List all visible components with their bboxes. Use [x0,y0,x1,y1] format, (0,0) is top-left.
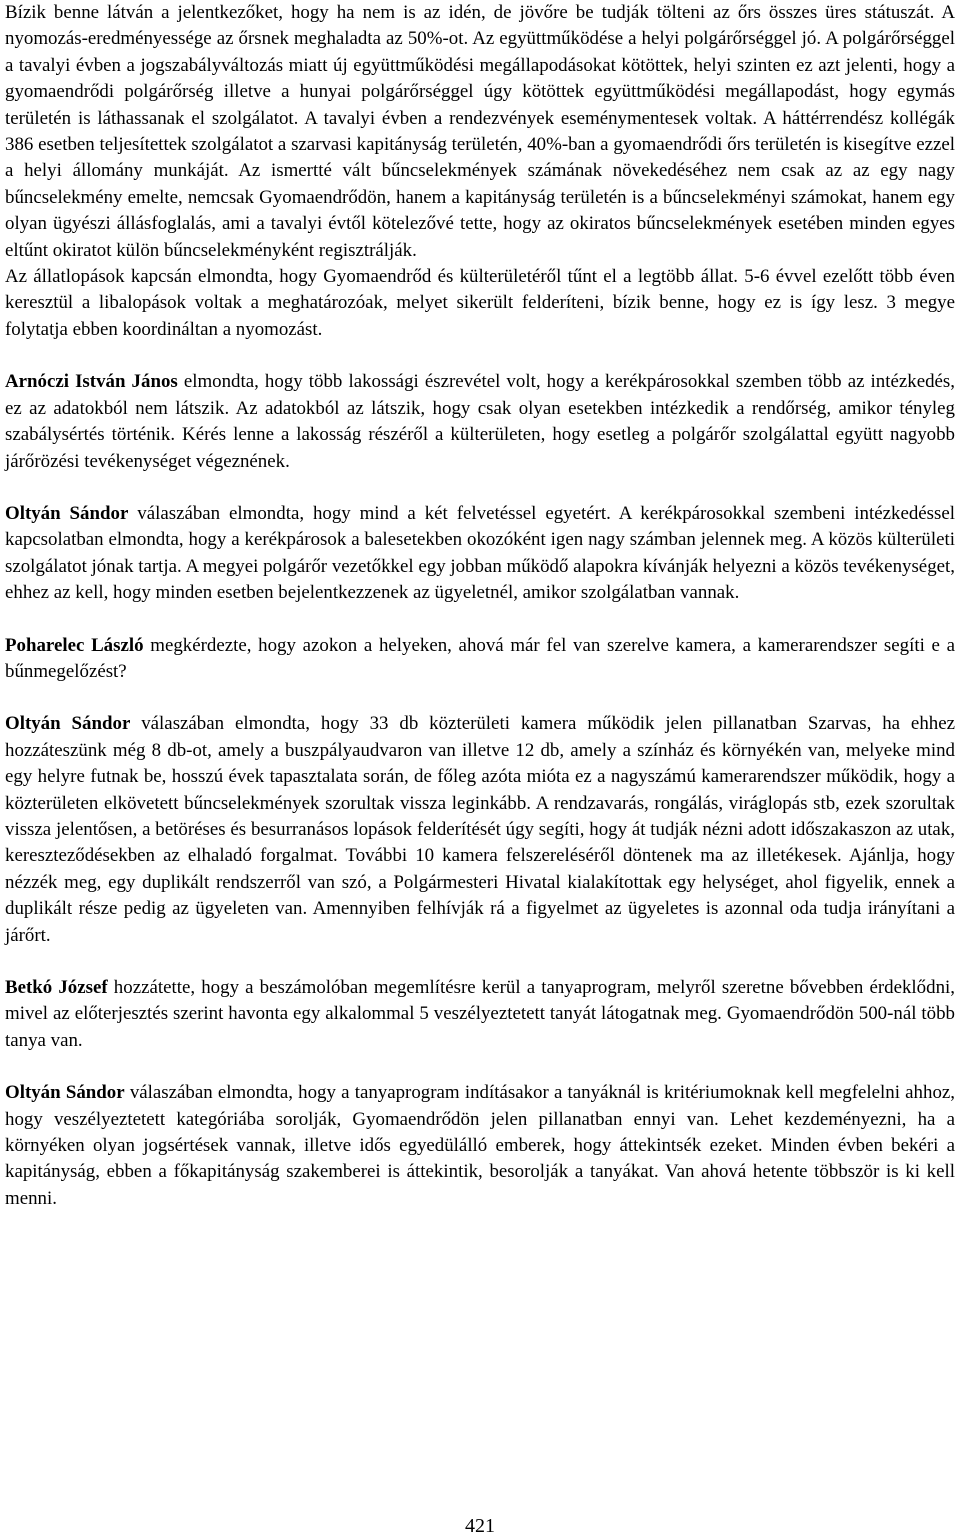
paragraph-arnoczi [5,369,955,475]
speaker-name: Oltyán Sándor [5,713,131,735]
paragraph-poharelec [5,633,955,686]
paragraph-spacer [5,343,955,369]
paragraph-text: megkérdezte, hogy azokon a helyeken, ahová már fel van szerelve kamera, a kamerarendszer segíti e a bűnmegelőzést? [5,634,955,682]
speaker-name: Oltyán Sándor [5,502,129,524]
speaker-name: Betkó József [5,977,108,998]
paragraph-spacer [5,475,955,501]
paragraph-spacer [5,607,955,633]
paragraph-spacer [5,949,955,975]
page-number: 421 [465,1515,495,1537]
paragraph-text: válaszában elmondta, hogy mind a két felvetéssel egyetért. A kerékpárosokkal szembeni intézkedéssel kapcsolatban elmondta, hogy a kerékpárosok a balesetekben okozóként igen nagy számban jelennek meg. A közös külterületi szolgálatot jónak tartja. A megyei polgárőr vezetőkkel egy jobban működő alapokra kívánják helyezni a közös tevékenységet, ehhez az kell, hogy minden esetben bejelentkezzenek az ügyeletnél, amikor szolgálatban vannak. [5,502,955,604]
paragraph-text: válaszában elmondta, hogy 33 db közterületi kamera működik jelen pillanatban Szarvas, ha ehhez hozzáteszünk még 8 db-ot, amely a buszpályaudvaron van illetve 12 db, amely a színház és környékén van, melyeke mind egy helyre futnak be, hosszú évek tapasztalata során, de főleg azóta mióta ez a nagyszámú kamerarendszer működik, hogy a közterületen elkövetett bűncselekmények szorultak vissza leginkább. A rendzavarás, rongálás, viráglopás stb, ezek szorultak vissza jelentősen, a betöréses és besurranásos lopások felderítését úgy segíti, hogy át tudják nézni adott időszakaszon az utak, kereszteződésekben az elhaladó forgalmat. További 10 kamera felszereléséről döntenek ma az illetékesek. Ajánlja, hogy nézzék meg, egy duplikált rendszerről van szó, a Polgármesteri Hivatal kialakítottak egy helységet, ahol figyelik, ennek a duplikált része pedig az ügyeleten van. Amennyiben felhívják rá a figyelmet az ügyeletes is azonnal oda tudja irányítani a járőrt. [5,713,955,946]
paragraph-spacer [5,1054,955,1080]
paragraph-police-report [5,0,955,264]
paragraph-text: Az állatlopások kapcsán elmondta, hogy Gyomaendrőd és külterületéről tűnt el a legtöbb állat. 5-6 évvel ezelőtt több éven keresztül a libalopások voltak a meghatározóak, melyet sikerült felderíteni, bízik benne, hogy ez is így lesz. 3 megye folytatja ebben koordináltan a nyomozást. [5,266,955,340]
paragraph-oltyan-2 [5,711,955,949]
paragraph-text: válaszában elmondta, hogy a tanyaprogram indításakor a tanyáknál is kritériumoknak kell megfelelni ahhoz, hogy veszélyeztetett kategóriába sorolják, Gyomaendrődön jelen pillanatban ennyi van. Lehet kezdeményezni, ha a környéken olyan jogsértések vannak, illetve idős egyedülálló emberek, hogy áttekintsék ezeket. Minden évben bekéri a kapitányság, ebben a főkapitányság szakemberei is áttekintik, besorolják a tanyákat. Van ahová hetente többször is ki kell menni. [5,1082,955,1209]
paragraph-oltyan-3 [5,1080,955,1212]
document-page [5,0,955,1212]
paragraph-text: hozzátette, hogy a beszámolóban megemlítésre kerül a tanyaprogram, melyről szeretne bővebben érdeklődni, mivel az előterjesztés szerint havonta egy alkalommal 5 veszélyeztetett tanyát látogatnak meg. Gyomaendrődön 500-nál több tanya van. [5,977,955,1051]
paragraph-text: Bízik benne látván a jelentkezőket, hogy ha nem is az idén, de jövőre be tudják tölteni az őrs összes üres státuszát. A nyomozás-eredményessége az őrsnek meghaladta az 50%-ot. Az együttműködése a helyi polgárőrséggel jó. A polgárőrséggel a tavalyi évben a jogszabályváltozás miatt új együttműködési megállapodásokat kötöttek, helyi szinten ez azt jelenti, hogy a gyomaendrődi polgárőrség illetve a hunyai polgárőrséggel úgy kötöttek együttműködési megállapodást, hogy egymás területén is láthassanak el szolgálatot. A tavalyi évben a rendezvények eseménymentesek voltak. A háttérrendész kollégák 386 esetben teljesítettek szolgálatot a szarvasi kapitányság területén, 40%-ban a gyomaendrődi őrs területén is kisegítve ezzel a helyi állomány munkáját. Az ismertté vált bűncselekmények számának növekedéséhez nem csak az az egy nagy bűncselekmény emelte, nemcsak Gyomaendrődön, hanem a kapitányság területén is a bűncselekményi számokat, hanem egy olyan ügyészi állásfoglalás, ami a tavalyi évtől kötelezővé tette, hogy az okiratos bűncselekmények esetében minden egyes eltűnt okiratot külön bűncselekményként regisztrálják. [5,2,955,261]
speaker-name: Poharelec László [5,634,144,656]
paragraph-animal-theft [5,264,955,343]
speaker-name: Arnóczi István János [5,371,178,393]
speaker-name: Oltyán Sándor [5,1082,125,1104]
paragraph-spacer [5,685,955,711]
paragraph-oltyan-1 [5,501,955,607]
paragraph-betko [5,975,955,1054]
paragraph-text: elmondta, hogy több lakossági észrevétel volt, hogy a kerékpárosokkal szemben több az intézkedés, ez az adatokból nem látszik. Az adatokból az látszik, hogy csak olyan esetekben intézkedik a rendőrség, amikor tényleg szabálysértés történik. Kérés lenne a lakosság részéről a külterületen, hogy esetleg a polgárőr szolgálattal együtt nagyobb járőrözési tevékenységet végeznének. [5,371,955,472]
